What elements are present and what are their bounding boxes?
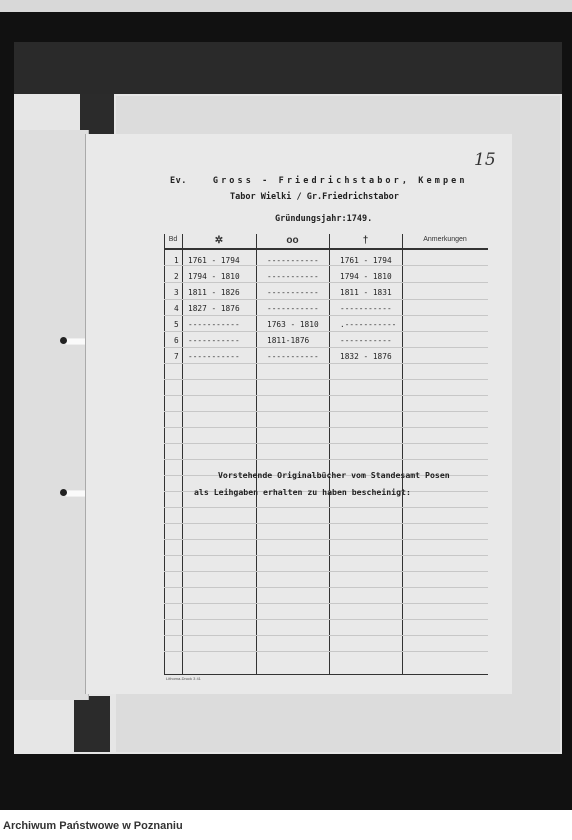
cell-bd: 5 <box>174 320 179 329</box>
row-rule <box>164 411 488 412</box>
cell-marriage: 1811-1876 <box>267 336 310 345</box>
row-rule <box>164 347 488 348</box>
cell-death: ----------- <box>340 304 392 313</box>
row-rule <box>164 282 488 283</box>
cell-death: ----------- <box>340 336 392 345</box>
row-rule <box>164 587 488 588</box>
cell-marriage: ----------- <box>267 256 319 265</box>
row-rule <box>164 571 488 572</box>
cell-bd: 1 <box>174 256 179 265</box>
row-rule <box>164 395 488 396</box>
certification-line-1: Vorstehende Originalbücher vom Standesamt Posen <box>218 470 450 480</box>
column-rule <box>182 234 183 674</box>
register-table <box>164 234 488 674</box>
cell-bd: 2 <box>174 272 179 281</box>
top-strip <box>0 0 572 12</box>
cell-death: 1811 - 1831 <box>340 288 392 297</box>
cell-birth: ----------- <box>188 352 240 361</box>
cell-birth: 1761 - 1794 <box>188 256 240 265</box>
cell-birth: ----------- <box>188 336 240 345</box>
header-remarks: Anmerkungen <box>423 236 467 243</box>
back-sheet <box>14 130 89 700</box>
row-rule <box>164 539 488 540</box>
header-rule <box>164 248 488 250</box>
row-rule <box>164 427 488 428</box>
dark-band <box>14 42 562 98</box>
binder-spine-bottom <box>74 696 110 752</box>
row-rule <box>164 555 488 556</box>
cell-death: 1832 - 1876 <box>340 352 392 361</box>
cell-marriage: ----------- <box>267 352 319 361</box>
row-rule <box>164 331 488 332</box>
column-rule <box>402 234 403 674</box>
row-rule <box>164 443 488 444</box>
row-rule <box>164 507 488 508</box>
cell-birth: 1794 - 1810 <box>188 272 240 281</box>
header-line-1 <box>170 176 468 186</box>
cell-birth: 1827 - 1876 <box>188 304 240 313</box>
header-bd: Bd <box>168 236 178 243</box>
ring-hole-left <box>60 489 67 496</box>
column-rule <box>256 234 257 674</box>
row-rule <box>164 315 488 316</box>
row-rule <box>164 379 488 380</box>
archive-caption <box>0 810 572 840</box>
cell-death: 1761 - 1794 <box>340 256 392 265</box>
binder-spine-top <box>80 94 114 134</box>
row-rule <box>164 459 488 460</box>
row-rule <box>164 619 488 620</box>
ring-hole-left <box>60 337 67 344</box>
confession-abbrev: Ev. <box>170 176 187 186</box>
row-rule <box>164 299 488 300</box>
founding-year: Gründungsjahr:1749. <box>275 214 373 224</box>
row-rule <box>164 523 488 524</box>
cell-birth: 1811 - 1826 <box>188 288 240 297</box>
printer-mark: Lithoma-Druck 3 41 <box>166 676 201 681</box>
cell-death: 1794 - 1810 <box>340 272 392 281</box>
row-rule <box>164 603 488 604</box>
cell-bd: 4 <box>174 304 179 313</box>
page-number: 15 <box>474 150 496 170</box>
row-rule <box>164 651 488 652</box>
header-death: † <box>362 235 369 246</box>
cell-marriage: ----------- <box>267 304 319 313</box>
column-rule <box>329 234 330 674</box>
header-birth: ✲ <box>214 235 224 246</box>
header-marriage: oo <box>286 235 299 246</box>
bottom-rule <box>164 674 488 675</box>
row-rule <box>164 265 488 266</box>
cell-bd: 7 <box>174 352 179 361</box>
certification-line-2: als Leihgaben erhalten zu haben bescheinigt: <box>194 487 411 497</box>
archive-name: Archiwum Państwowe w Poznaniu <box>3 820 183 832</box>
cell-birth: ----------- <box>188 320 240 329</box>
cell-marriage: ----------- <box>267 288 319 297</box>
cell-marriage: ----------- <box>267 272 319 281</box>
parish-name: Gross - Friedrichstabor, Kempen <box>212 176 468 186</box>
column-rule <box>164 234 165 674</box>
cell-bd: 3 <box>174 288 179 297</box>
row-rule <box>164 363 488 364</box>
header-line-2: Tabor Wielki / Gr.Friedrichstabor <box>230 192 399 202</box>
cell-bd: 6 <box>174 336 179 345</box>
cell-death: .----------- <box>340 320 397 329</box>
cell-marriage: 1763 - 1810 <box>267 320 319 329</box>
row-rule <box>164 635 488 636</box>
